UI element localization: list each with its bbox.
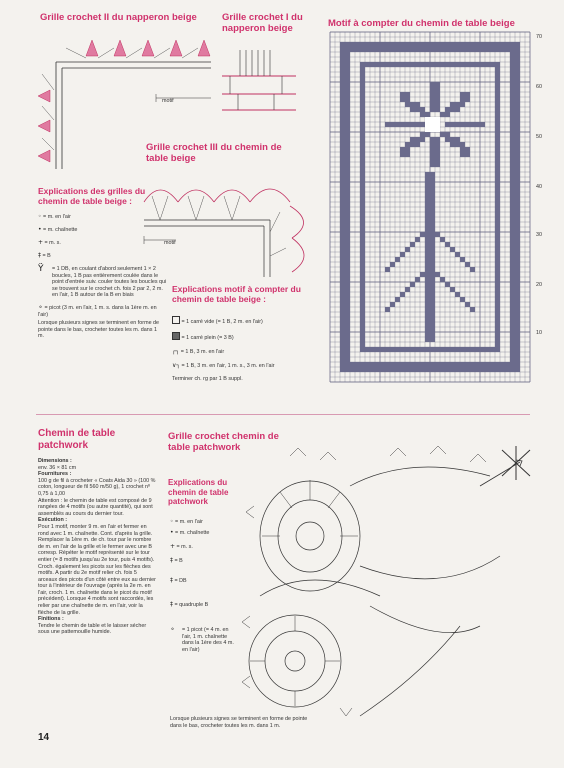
legend-motif-item: ┌┐ = 1 B, 3 m. en l'air bbox=[172, 348, 225, 355]
double-crochet-icon: ‡ bbox=[170, 557, 173, 564]
legend-patch-item: + = m. s. bbox=[170, 543, 193, 550]
legend-grids bbox=[38, 213, 170, 340]
filled-square-icon bbox=[172, 332, 180, 340]
chain-stitch-icon: ◦ bbox=[38, 213, 42, 220]
grid3-title: Grille crochet III du chemin de table beige bbox=[146, 142, 282, 164]
motif-axis-40: 40 bbox=[536, 184, 542, 190]
dimensions-value: env. 36 × 81 cm bbox=[38, 464, 77, 471]
treble-crochet-icon: ‡ bbox=[170, 577, 173, 584]
motif-axis-10: 10 bbox=[536, 330, 542, 336]
bar-square-icon: ┌┐ bbox=[172, 348, 180, 355]
picot-icon: ⚬ bbox=[170, 626, 176, 633]
legend-motif-item: = 1 carré plein (= 3 B) bbox=[172, 332, 275, 342]
execution-text: Pour 1 motif, monter 9 m. en l'air et fermer en rond avec 1 m. chaînette. Cont. d'après la grille. Remplacer la 1ère m. de ch. tour par le nombre de m. en l'air de la grille et le fermer avec une B corresp. Répéter le motif représenté sur le tour entier (= 8 motifs jusqu'au 2e tour, puis 4 motifs). Croch. également les picots sur les flèches des motifs. A partir du 2e motif relier ch. fois 5 arceaux des picots d'un côté entre eux au dernier tour à l'intérieur de l'ouvrage (après la 2e m. en l'air, croch. 1 m. chaînette dans le picot du motif précédent). Lorsque 4 motifs sont raccordés, les relier par une chaînette de m. en l'air, voir la flèche de la grille. bbox=[38, 523, 156, 616]
grid2-title: Grille crochet II du napperon beige bbox=[40, 12, 197, 23]
legend-patch-item: ⚬ = 1 picot (= 4 m. en l'air, 1 m. chaînette dans la 1ère des 4 m. en l'air) bbox=[170, 626, 234, 653]
slip-stitch-icon: • bbox=[38, 226, 42, 233]
legend-motif-item: ∨┐ = 1 B, 3 m. en l'air, 1 m. s., 3 m. en l'air bbox=[172, 362, 275, 369]
legend-grid-item: Ϋ = 1 DB, en coulant d'abord seulement 1 × 2 boucles, 1 B pas entièrement coulée dans le point d'entrée suiv. couler toutes les boucles qui se trouvent sur le crochet ch. fois 2 par 2, 2 m. en l'air, 1 B autour de la B en biais bbox=[38, 264, 167, 299]
explain-motif-title: Explications motif à compter du chemin de table beige : bbox=[172, 284, 301, 304]
grid1-title: Grille crochet I du napperon beige bbox=[222, 12, 303, 34]
page-number: 14 bbox=[38, 732, 50, 743]
dimensions-heading: Dimensions : bbox=[38, 458, 72, 464]
patchwork-text bbox=[38, 458, 156, 636]
grid2-motif-label: motif bbox=[162, 98, 174, 104]
legend-motif bbox=[172, 316, 275, 383]
single-crochet-icon: + bbox=[38, 239, 44, 246]
motif-axis-60: 60 bbox=[536, 84, 542, 90]
legend-patchwork bbox=[170, 518, 250, 653]
legend-grid-note: Lorsque plusieurs signes se terminent en forme de pointe dans le bas, crocheter toutes les m. dans 1 m. bbox=[38, 320, 160, 340]
legend-motif-item: = 1 carré vide (= 1 B, 2 m. en l'air) bbox=[172, 316, 275, 326]
lacet-icon: ∨┐ bbox=[172, 362, 181, 369]
legend-patch-item: ‡ = DB bbox=[170, 577, 187, 584]
chain-stitch-icon: ◦ bbox=[170, 518, 174, 525]
legend-grid-item: ⚬ = picot (3 m. en l'air, 1 m. s. dans la 1ère m. en l'air) bbox=[38, 303, 157, 318]
explain-grids-title: Explications des grilles du chemin de table beige : bbox=[38, 186, 146, 206]
execution-heading: Exécution : bbox=[38, 517, 68, 524]
supplies-text: 100 g de fil à crocheter « Coats Aida 30 » (100 % coton, longueur de fil 560 m/50 g), 1 crochet nº 0,75 à 1,00 bbox=[38, 477, 156, 497]
legend-motif-note: Terminer ch. rg par 1 B suppl. bbox=[172, 376, 243, 382]
attention-text: Attention : le chemin de table est composé de 9 rangées de 4 motifs (ou autre quantité), qui sont assemblés au cours du dernier tour. bbox=[38, 497, 153, 517]
slip-stitch-icon: • bbox=[170, 529, 174, 536]
legend-patch-item: • = m. chaînette bbox=[170, 529, 210, 536]
patchwork-diagram bbox=[240, 446, 540, 736]
quadruple-treble-icon: ‡ bbox=[170, 601, 173, 608]
empty-square-icon bbox=[172, 316, 180, 324]
motif-axis-20: 20 bbox=[536, 282, 542, 288]
legend-patch-item: ◦ = m. en l'air bbox=[170, 518, 203, 525]
patchwork-title: Chemin de table patchwork bbox=[38, 428, 116, 451]
legend-grid-item: ‡ = B bbox=[38, 252, 51, 259]
finishing-heading: Finitions : bbox=[38, 616, 64, 623]
explain-patchwork-title: Explications du chemin de table patchwork bbox=[168, 478, 229, 506]
legend-grid-item: + = m. s. bbox=[38, 239, 61, 246]
patchwork-grid-title: Grille crochet chemin de table patchwork bbox=[168, 431, 279, 453]
motif-axis-70: 70 bbox=[536, 34, 542, 40]
motif-grid bbox=[330, 32, 530, 382]
legend-patch-item: ‡ = quadruple B bbox=[170, 601, 209, 608]
motif-axis-50: 50 bbox=[536, 134, 542, 140]
supplies-heading: Fournitures : bbox=[38, 471, 72, 478]
cluster-stitch-icon: Ϋ bbox=[38, 264, 44, 274]
finishing-text: Tendre le chemin de table et le laisser sécher sous une pattemouille humide. bbox=[38, 622, 147, 636]
double-crochet-icon: ‡ bbox=[38, 252, 41, 259]
legend-grid-item: • = m. chaînette bbox=[38, 226, 78, 233]
legend-grid-item: ◦ = m. en l'air bbox=[38, 213, 71, 220]
motif-axis-30: 30 bbox=[536, 232, 542, 238]
motif-title: Motif à compter du chemin de table beige bbox=[328, 18, 515, 29]
section-divider bbox=[36, 414, 530, 415]
grid1-diagram bbox=[216, 46, 306, 118]
grid3-motif-label: motif bbox=[164, 240, 176, 246]
legend-patch-item: ‡ = B bbox=[170, 557, 183, 564]
legend-patch-note: Lorsque plusieurs signes se terminent en forme de pointe dans le bas, crocheter toutes les m. dans 1 m. bbox=[170, 716, 308, 729]
single-crochet-icon: + bbox=[170, 543, 176, 550]
picot-icon: ⚬ bbox=[38, 303, 44, 311]
